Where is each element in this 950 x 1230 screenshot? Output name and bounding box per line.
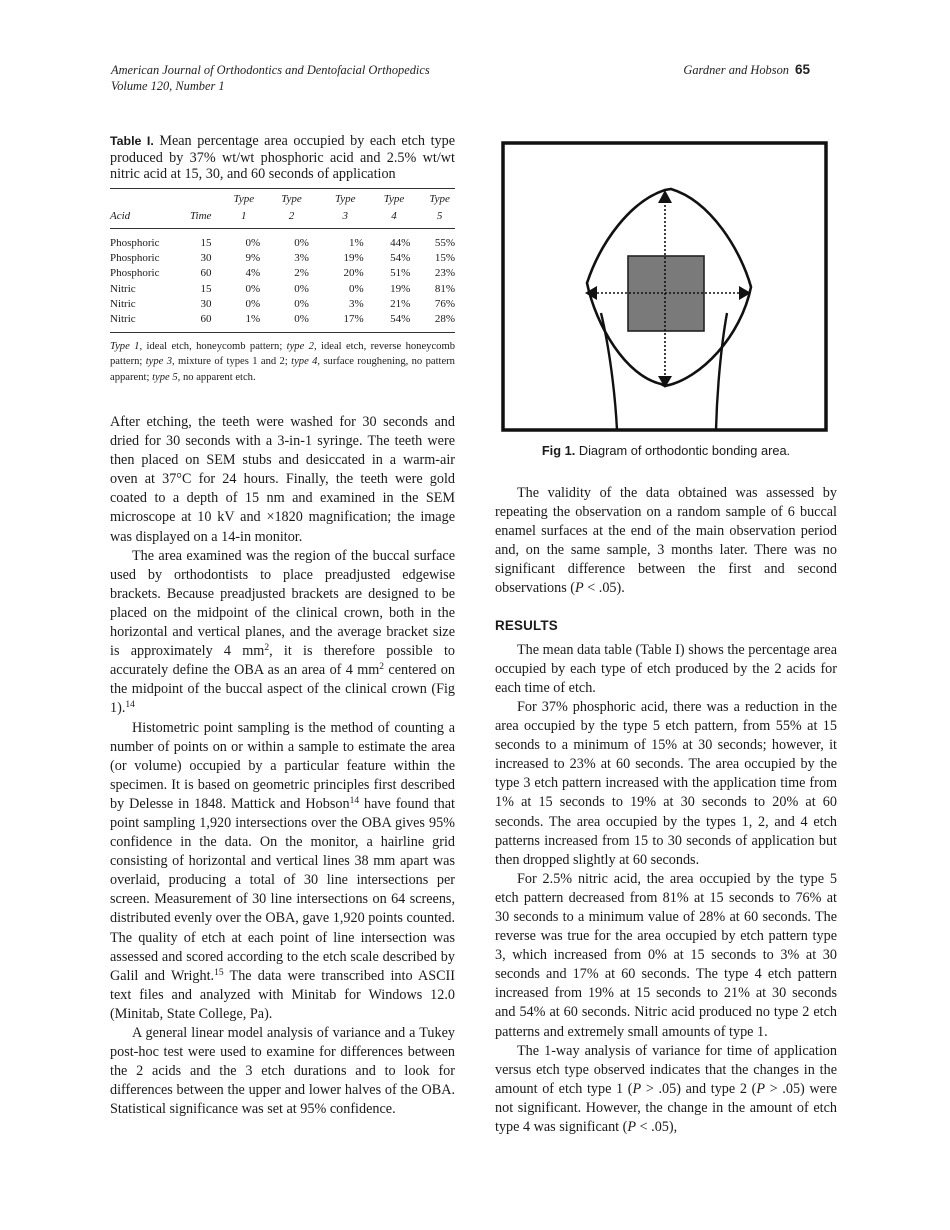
cell-type5: 28% (410, 312, 455, 332)
table-row (110, 251, 455, 266)
journal-title: American Journal of Orthodontics and Dentofacial Orthopedics (111, 63, 430, 77)
cell-type4: 19% (390, 282, 411, 295)
cell-type5: 76% (434, 297, 455, 310)
cell-type3: 20% (343, 267, 364, 280)
reference-14: 14 (125, 700, 135, 711)
p-value-symbol: P (627, 1119, 637, 1135)
table-row (110, 312, 455, 332)
cell-type1: 0% (245, 236, 261, 249)
header-type1-num: 1 (211, 206, 260, 229)
cell-acid: Phosphoric (110, 252, 160, 265)
footnote-type1-label: Type 1, (110, 340, 143, 352)
cell-acid: Nitric (110, 312, 173, 332)
cell-type2: 0% (294, 297, 309, 310)
text-run: have found that point sampling 1,920 intersections over the OBA gives 95% confidence in the data. On the monitor, a hairline grid consisting of horizontal and vertical lines 38 mm apart was overlaid, producing a total of 30 line intersections per screen. Measurement of 30 line intersections on 64 screens, distributed evenly over the OBA, gave 1,920 points counted. The quality of etch at each point of line intersection was assessed and scored according to the etch scale described by Galil and Wright. (110, 795, 455, 984)
cell-type3: 1% (348, 236, 364, 249)
cell-type4: 51% (390, 267, 411, 280)
table-caption-text: Mean percentage area occupied by each etch type produced by 37% wt/wt phosphoric acid and 2.5% wt/wt nitric acid at 15, 30, and 60 seconds of application (110, 133, 455, 183)
cell-type1: 1% (211, 312, 260, 332)
cell-type1: 0% (245, 282, 261, 295)
footnote-type3-label: type 3, (145, 356, 175, 368)
cell-type1: 0% (245, 297, 261, 310)
table-row (110, 228, 455, 251)
cell-time: 60 (173, 312, 212, 332)
header-type5-num: 5 (410, 206, 455, 229)
cell-type5: 55% (434, 236, 455, 249)
table-footnote (110, 339, 455, 386)
cell-type3: 0% (348, 282, 364, 295)
cell-time: 60 (200, 267, 212, 280)
text-run: > .05) were not significant. However, the change in the amount of etch type 4 was significant ( (495, 1080, 837, 1135)
left-body-text (110, 413, 455, 1119)
header-type5-word: Type (410, 188, 455, 206)
table-row (110, 297, 455, 312)
header-time: Time (173, 206, 212, 229)
paragraph-point-sampling (110, 719, 455, 1025)
paragraph-statistics: A general linear model analysis of variance and a Tukey post-hoc test were used to examine for differences between the 2 acids and the 3 etch durations and to look for differences between the upper and lower halves of the OBA. Statistical significance was set at 95% confidence. (110, 1025, 455, 1118)
cell-acid: Phosphoric (110, 267, 160, 280)
text-run: < .05), (636, 1119, 678, 1135)
cell-type4: 44% (390, 236, 411, 249)
cell-type1: 9% (245, 252, 261, 265)
text-run: < .05). (583, 580, 625, 597)
header-type1-word: Type (211, 188, 260, 206)
table-label: Table I. (110, 134, 154, 148)
figure-1-diagram (501, 141, 828, 432)
figure-caption (495, 443, 837, 458)
footnote-type1-text: ideal etch, honeycomb pattern; (142, 340, 287, 352)
cell-acid: Nitric (110, 297, 136, 310)
paragraph-nitric: For 2.5% nitric acid, the area occupied by the type 5 etch pattern decreased from 81% at 15 seconds to 76% at 30 seconds to a minimum value of 28% at 60 seconds. The reverse was true for the area occupied by etch pattern type 3, which increased from 0% at 15 seconds to 3% at 30 seconds and 17% at 60 seconds. The type 4 etch pattern increased from 19% at 15 seconds to 21% at 30 seconds and 54% at 60 seconds. Nitric acid produced no type 2 etch patterns and extremely small amounts of type 1. (495, 870, 837, 1040)
header-type4-num: 4 (364, 206, 411, 229)
table-row (110, 282, 455, 297)
text-run: The data were transcribed into ASCII text files and analyzed with Minitab for Windows 12.0 (Minitab, State College, Pa). (110, 967, 455, 1022)
table-header-row-1 (110, 188, 455, 206)
cell-type2: 2% (294, 267, 309, 280)
cell-type5: 81% (434, 282, 455, 295)
running-head-authors: Gardner and Hobson (683, 63, 789, 77)
p-value-symbol: P (575, 580, 584, 597)
footnote-type2-text: ideal etch, reverse honeycomb pattern; (110, 340, 455, 368)
footnote-type3-text: mixture of types 1 and 2; (174, 356, 292, 368)
text-run: , it is therefore possible to accurately define the OBA as an area of 4 mm (110, 643, 455, 679)
page-number: 65 (794, 62, 810, 77)
figure-label: Fig 1. (541, 443, 576, 458)
cell-type3: 19% (343, 252, 364, 265)
cell-type2: 0% (294, 282, 309, 295)
header-type3-num: 3 (309, 206, 364, 229)
paragraph-area-examined (110, 547, 455, 719)
cell-type4: 54% (390, 252, 411, 265)
reference-15: 15 (214, 967, 224, 978)
text-run: The area examined was the region of the buccal surface used by orthodontists to place preadjusted edgewise brackets. Because preadjusted brackets are designed to be placed on the midpoint of the clinical crown, both in the horizontal and vertical planes, and the average bracket size is approximately 4 mm (110, 547, 455, 660)
cell-type2: 0% (260, 312, 309, 332)
etch-type-table (110, 188, 455, 333)
cell-time: 15 (200, 282, 212, 295)
paragraph-anova (495, 1042, 837, 1137)
cell-acid: Phosphoric (110, 236, 160, 249)
cell-type1: 4% (245, 267, 261, 280)
header-type2-num: 2 (260, 206, 309, 229)
cell-type5: 15% (434, 252, 455, 265)
cell-type2: 0% (294, 236, 309, 249)
cell-time: 15 (200, 236, 212, 249)
results-heading: RESULTS (495, 617, 558, 633)
text-run: > .05) and type 2 ( (641, 1080, 757, 1097)
text-run: The 1-way analysis of variance for time of application versus etch type observed indicates that the changes in the amount of etch type 1 ( (495, 1042, 837, 1097)
paragraph-validity (495, 484, 837, 599)
footnote-type5-label: type 5, (152, 371, 181, 383)
reference-14: 14 (349, 795, 360, 806)
right-body-text (495, 484, 837, 1137)
text-run: centered on the midpoint of the buccal aspect of the clinical crown (Fig 1). (110, 662, 455, 717)
paragraph-mean-data: The mean data table (Table I) shows the percentage area occupied by each type of etch produced by the 2 acids for each time of etch. (495, 641, 837, 696)
tooth-bonding-diagram-icon (501, 141, 828, 432)
cell-type4: 54% (364, 312, 411, 332)
superscript: 2 (379, 662, 385, 673)
journal-volume: Volume 120, Number 1 (111, 79, 225, 93)
p-value-symbol: P (632, 1080, 642, 1097)
footnote-type5-text: no apparent etch. (180, 371, 256, 383)
left-column (110, 133, 455, 1118)
paragraph-phosphoric: For 37% phosphoric acid, there was a reduction in the area occupied by the type 5 etch pattern, from 55% at 15 seconds to a minimum of 15% at 30 seconds; however, it increased to 23% at 60 seconds. The area occupied by the type 3 etch pattern increased with the application time from 1% at 15 seconds to 19% at 30 seconds to 20% at 60 seconds. The area occupied by the types 1, 2, and 4 etch patterns increased from 15 to 30 seconds of application but then dropped slightly at 60 seconds. (495, 698, 837, 868)
footnote-type4-label: type 4, (291, 356, 321, 368)
cell-type3: 17% (309, 312, 364, 332)
footnote-type2-label: type 2, (286, 340, 317, 352)
table-caption (110, 133, 455, 183)
header-type4-word: Type (364, 188, 411, 206)
text-run: Histometric point sampling is the method of counting a number of points on or within a sample to estimate the area (or volume) occupied by a particular feature within the specimen. It is based on geometric principles first described by Delesse in 1848. Mattick and Hobson (110, 719, 455, 812)
cell-type3: 3% (348, 297, 364, 310)
cell-time: 30 (200, 297, 212, 310)
header-acid: Acid (110, 206, 173, 229)
paragraph-etching-procedure: After etching, the teeth were washed for 30 seconds and dried for 30 seconds with a 3-in-1 syringe. The teeth were then placed on SEM stubs and desiccated in a warm-air oven at 37°C for 24 hours. Finally, the teeth were gold coated to a depth of 15 nm and examined in the SEM microscope at 10 kV and ×1820 magnification; the image was displayed on a 14-in monitor. (110, 414, 455, 545)
footnote-type4-text: surface roughening, no pattern apparent; (110, 356, 455, 383)
cell-type4: 21% (390, 297, 411, 310)
header-type2-word: Type (260, 188, 309, 206)
superscript: 2 (264, 643, 270, 654)
cell-type2: 3% (294, 252, 309, 265)
figure-caption-text: Diagram of orthodontic bonding area. (575, 443, 791, 458)
cell-time: 30 (200, 252, 212, 265)
text-run: The validity of the data obtained was assessed by repeating the observation on a random sample of 6 buccal enamel surfaces at the end of the main observation period and, on the same sample, 3 months later. There was no significant difference between the first and second observations ( (495, 485, 837, 597)
running-head-right (683, 62, 810, 78)
table-row (110, 266, 455, 281)
cell-acid: Nitric (110, 282, 136, 295)
p-value-symbol: P (756, 1080, 765, 1097)
cell-type5: 23% (434, 267, 455, 280)
header-type3-word: Type (309, 188, 364, 206)
table-header-row-2 (110, 206, 455, 229)
